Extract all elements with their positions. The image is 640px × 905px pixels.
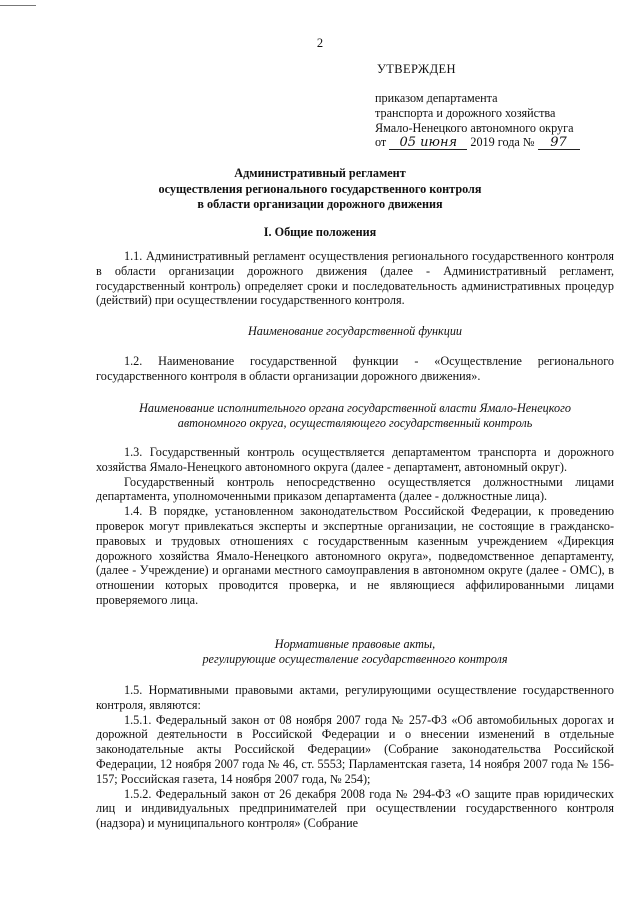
scan-edge-line: [0, 5, 36, 6]
heading-line-1: Нормативные правовые акты,: [274, 637, 436, 651]
paragraph-text: Государственный контроль непосредственно осуществляется должностными лицами департамента, уполномоченными приказом департамента (далее - должностные лица).: [96, 474, 614, 504]
handwritten-order-number: 97: [538, 137, 580, 150]
document-title: [0, 166, 640, 213]
year-text: 2019 года №: [470, 135, 535, 150]
heading-state-function: [96, 324, 614, 339]
paragraph-1-5: [96, 683, 614, 831]
heading-text: Наименование государственной функции: [247, 324, 463, 338]
approval-line-3: Ямало-Ненецкого автономного округа: [375, 120, 574, 135]
section-heading-general: I. Общие положения: [263, 225, 377, 239]
approval-line-1: приказом департамента: [375, 91, 498, 105]
paragraph-1-3: [96, 445, 614, 608]
paragraph-1-5-2-text: 1.5.2. Федеральный закон от 26 декабря 2008 года № 294-ФЗ «О защите прав юридических лиц и индивидуальных предпринимателей при осуществлении государственного контроля (надзора) и муниципального контроля» (Собрание: [96, 786, 614, 831]
paragraph-1-5-1-text: 1.5.1. Федеральный закон от 08 ноября 2007 года № 257-ФЗ «Об автомобильных дорогах и дорожной деятельности в Российской Федерации и о внесении изменений в отдельные законодательные акты Российской Федерации» (Собрание законодательства Российской Федерации, 12 ноября 2007 года № 46, ст. 5553; Парламентская газета, 14 ноября 2007 года № 156-157; Российская газета, 14 ноября 2007 года, № 254);: [96, 712, 614, 786]
paragraph-1-2: [96, 354, 614, 384]
heading-line-1: Наименование исполнительного органа государственной власти Ямало-Ненецкого: [139, 401, 571, 415]
handwritten-date: 05 июня: [389, 137, 467, 150]
paragraph-1-4-text: 1.4. В порядке, установленном законодательством Российской Федерации, к проведению проверок могут привлекаться эксперты и экспертные организации, не состоящие в гражданско-правовых и трудовых отношениях с государственным казенным учреждением «Дирекция дорожного хозяйства Ямало-Ненецкого автономного округа», подведомственное департаменту, (далее - Учреждение) и органами местного самоуправления в автономном округе (далее - ОМС), в отношении которых проводится проверка, и не являющиеся аффилированными лицами проверяемого лица.: [96, 504, 614, 607]
heading-normative-acts: [96, 637, 614, 667]
paragraph-text: 1.5. Нормативными правовыми актами, регулирующими осуществление государственного контроля, являются:: [96, 683, 614, 712]
heading-line-2: регулирующие осуществление государственного контроля: [202, 651, 508, 666]
approval-line-2: транспорта и дорожного хозяйства: [375, 105, 556, 120]
approval-date-line: [375, 135, 615, 150]
approval-block: [375, 91, 615, 150]
date-prefix: от: [375, 135, 387, 150]
title-line-3: в области организации дорожного движения: [197, 197, 443, 211]
title-line-2: осуществления регионального государственного контроля: [158, 181, 482, 196]
paragraph-text: 1.1. Административный регламент осуществления регионального государственного контроля в области организации дорожного движения (далее - Административный регламент, государственный контроль) определяет сроки и последовательность административных процедур (действий) при осуществлении государственного контроля.: [96, 249, 614, 308]
title-line-1: Административный регламент: [234, 166, 406, 180]
heading-line-2: автономного округа, осуществляющего государственный контроль: [177, 415, 533, 430]
paragraph-1-1: [96, 249, 614, 308]
paragraph-text: 1.3. Государственный контроль осуществляется департаментом транспорта и дорожного хозяйства Ямало-Ненецкого автономного округа (далее - департамент, автономный округ).: [96, 445, 614, 474]
heading-executive-body: [96, 401, 614, 431]
page-number: 2: [316, 36, 324, 50]
paragraph-text: 1.2. Наименование государственной функции - «Осуществление регионального государственного контроля в области организации дорожного движения».: [96, 354, 614, 383]
approval-heading: УТВЕРЖДЕН: [377, 62, 456, 76]
